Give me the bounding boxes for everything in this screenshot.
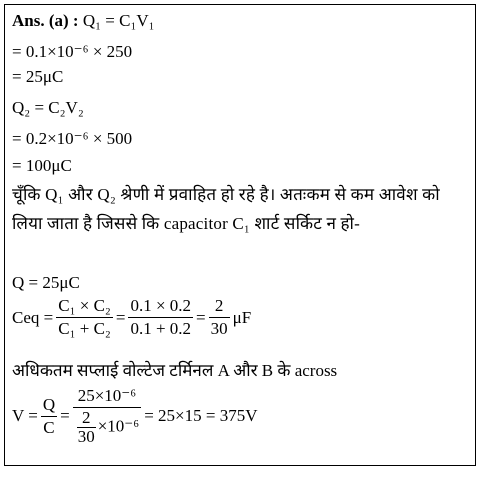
- charge-q1-formula: Q₁ = C₁V₁: [82, 11, 155, 30]
- v-equals: =: [60, 406, 70, 425]
- v-inner-denominator: 30: [77, 427, 95, 446]
- ceq-equals-1: =: [115, 307, 126, 327]
- ceq-fraction-symbolic: [56, 296, 113, 339]
- answer-heading-row: [12, 10, 155, 32]
- voltage-equation: [12, 386, 257, 446]
- v-inner-fraction: [77, 409, 96, 446]
- charge-q2-formula: Q₂ = C₂V₂: [12, 98, 84, 117]
- hindi-explanation: चूँकि Q₁ और Q₂ श्रेणी में प्रवाहित हो रहे है। अतःकम से कम आवेश को लिया जाता है जिससे कि capacitor C₁ शार्ट सर्किट न हो-: [12, 185, 440, 233]
- v-inner-numerator: 2: [77, 409, 96, 428]
- ceq-f2-denominator: 0.1 + 0.2: [130, 319, 192, 338]
- ceq-f3-denominator: 30: [210, 319, 228, 338]
- ceq-f1-denominator: C₁ + C₂: [58, 319, 111, 338]
- ceq-f2-numerator: 0.1 × 0.2: [128, 296, 193, 318]
- q2-result: = 100μC: [12, 156, 72, 175]
- v-fraction-numeric: [73, 386, 142, 446]
- ceq-fraction-numeric: [128, 296, 193, 339]
- ceq-fraction-result: [209, 296, 230, 339]
- q2-substitution: = 0.2×10⁻⁶ × 500: [12, 129, 133, 148]
- hindi-voltage-line: अधिकतम सप्लाई वोल्टेज टर्मिनल A और B के across: [12, 361, 338, 380]
- v-f1-numerator: Q: [41, 395, 57, 417]
- q-min-charge: Q = 25μC: [12, 273, 80, 292]
- v-f2-numerator: 25×10⁻⁶: [73, 386, 142, 408]
- v-f2-denominator: [73, 408, 142, 446]
- v-fraction-qc: [41, 395, 57, 438]
- ceq-equals-2: =: [196, 307, 206, 327]
- v-lhs: V =: [12, 406, 38, 425]
- ceq-equation: [12, 296, 251, 339]
- v-inner-suffix: ×10⁻⁶: [97, 416, 140, 436]
- ceq-f3-numerator: 2: [209, 296, 230, 318]
- ceq-f1-numerator: C₁ × C₂: [56, 296, 113, 318]
- v-result: = 25×15 = 375V: [144, 406, 258, 425]
- q1-result: = 25μC: [12, 67, 64, 86]
- v-f1-denominator: C: [43, 417, 55, 437]
- ceq-unit: μF: [232, 307, 252, 327]
- ceq-lhs: Ceq =: [12, 307, 54, 327]
- answer-label: Ans. (a) :: [12, 11, 79, 30]
- q1-substitution: = 0.1×10⁻⁶ × 250: [12, 42, 133, 61]
